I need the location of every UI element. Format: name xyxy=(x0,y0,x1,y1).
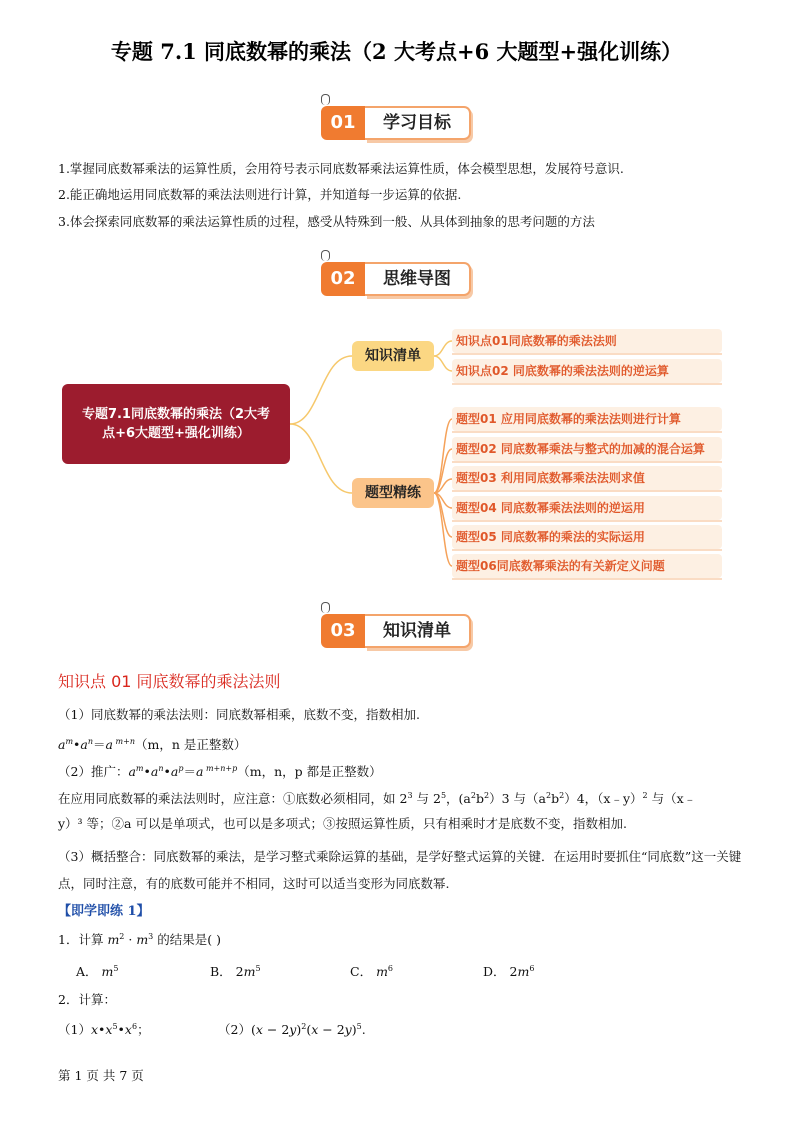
notice-text: b xyxy=(551,791,560,807)
option-label: A． xyxy=(76,964,98,979)
option-a[interactable]: A． $m^5$ xyxy=(76,963,119,979)
practice-title: 【即学即练 1】 xyxy=(58,904,150,919)
question-1-prefix: 1．计算 xyxy=(58,932,104,947)
section-number: 01 xyxy=(321,106,365,140)
mindmap-root: 专题7.1同底数幂的乘法（2大考点+6大题型+强化训练） xyxy=(62,384,290,464)
notice-text: ）4，（x﹣y） xyxy=(564,791,643,807)
objective-2: 2.能正确地运用同底数幂的乘法法则进行计算，并知道每一步运算的依据. xyxy=(58,187,462,202)
formula-2-prefix: （2）推广： xyxy=(58,764,129,780)
option-label: C． xyxy=(350,964,373,979)
summary-paragraph: （3）概括整合：同底数幂的乘法，是学习整式乘除运算的基础，是学好整式运算的关键．在运用时要抓住“同底数”这一关键点，同时注意，有的底数可能并不相同，这时可以适当变形为同底数幂. xyxy=(58,849,742,891)
formula-2: （2）推广：$a^m•a^n•a^p=a$ $^{m+n+p}$（m，n，p 都是正整数） xyxy=(58,764,382,780)
notice-text: 与 2 xyxy=(416,791,441,807)
rule-statement: （1）同底数幂的乘法法则：同底数幂相乘，底数不变，指数相加. xyxy=(58,707,420,722)
question-1: 1．计算 $m^2 \cdot m^3$ 的结果是( ) xyxy=(58,931,221,947)
notice-text: 在应用同底数幂的乘法法则时，应注意：①底数必须相同，如 2 xyxy=(58,791,408,807)
notice-line-1: 在应用同底数幂的乘法法则时，应注意：①底数必须相同，如 $2^3$ 与 $2^5$，$(a^2b^2)3$ 与$(a^2b^2)4$，（x﹣y）$^2$ 与（x﹣ xyxy=(58,791,697,807)
section-label: 知识清单 xyxy=(365,614,471,648)
question-1-suffix: 的结果是( ) xyxy=(157,932,221,947)
question-2: 2．计算： xyxy=(58,992,116,1007)
mindmap-leaf: 题型05 同底数幂的乘法的实际运用 xyxy=(452,525,722,549)
page-footer: 第 1 页 共 7 页 xyxy=(58,1068,144,1083)
mindmap-leaf: 知识点02 同底数幂的乘法法则的逆运算 xyxy=(452,359,722,383)
formula-1-note: （m，n 是正整数） xyxy=(135,737,247,753)
section-number: 02 xyxy=(321,262,365,296)
part-label: （2） xyxy=(218,1022,251,1037)
section-label: 学习目标 xyxy=(365,106,471,140)
knowledge-point-title: 知识点 01 同底数幂的乘法法则 xyxy=(58,672,281,691)
mindmap-branch-knowledge: 知识清单 xyxy=(352,341,434,371)
section-number: 03 xyxy=(321,614,365,648)
mindmap-leaf: 知识点01同底数幂的乘法法则 xyxy=(452,329,722,353)
document-title: 专题 7.1 同底数幂的乘法（2 大考点+6 大题型+强化训练） xyxy=(110,39,683,64)
part-label: （1） xyxy=(58,1022,91,1037)
mindmap-branch-practice: 题型精练 xyxy=(352,478,434,508)
question-2-part-1: $(1)x•x^5•x^6$； xyxy=(58,1021,150,1037)
question-2-part-2: $(2)(x - 2y)^2(x - 2y)^5$. xyxy=(218,1021,366,1037)
option-c[interactable]: C． $m^6$ xyxy=(350,963,394,979)
formula-2-note: （m，n，p 都是正整数） xyxy=(237,764,382,780)
objective-3: 3.体会探索同底数幂的乘法运算性质的过程，感受从特殊到一般、从具体到抽象的思考问题的方法 xyxy=(58,214,595,229)
mindmap-leaf: 题型02 同底数幂乘法与整式的加减的混合运算 xyxy=(452,437,722,461)
hook-icon xyxy=(321,602,330,613)
mindmap-leaf: 题型06同底数幂乘法的有关新定义问题 xyxy=(452,554,722,578)
notice-text: ，(a xyxy=(446,791,471,807)
notice-text: b xyxy=(475,791,484,807)
mindmap-leaf: 题型03 利用同底数幂乘法法则求值 xyxy=(452,466,722,490)
section-banner-knowledge xyxy=(321,610,473,650)
option-b[interactable]: B． $2m^5$ xyxy=(210,963,261,979)
mindmap-leaf: 题型04 同底数幂乘法法则的逆运用 xyxy=(452,496,722,520)
notice-text: ）3 与（a xyxy=(489,791,546,807)
section-label: 思维导图 xyxy=(365,262,471,296)
notice-text: 与（x﹣ xyxy=(651,791,697,807)
option-d[interactable]: D． $2m^6$ xyxy=(483,963,535,979)
formula-1: $a^m•a^n=a$ $^{m+n}$（m，n 是正整数） xyxy=(58,737,247,753)
option-label: B． xyxy=(210,964,232,979)
mindmap-leaf: 题型01 应用同底数幂的乘法法则进行计算 xyxy=(452,407,722,431)
option-label: D． xyxy=(483,964,506,979)
notice-line-2: y）³ 等；②a 可以是单项式，也可以是多项式；③按照运算性质，只有相乘时才是底数不变，指数相加. xyxy=(58,816,627,831)
objective-1: 1.掌握同底数幂乘法的运算性质，会用符号表示同底数幂乘法运算性质，体会模型思想，发展符号意识. xyxy=(58,161,624,176)
